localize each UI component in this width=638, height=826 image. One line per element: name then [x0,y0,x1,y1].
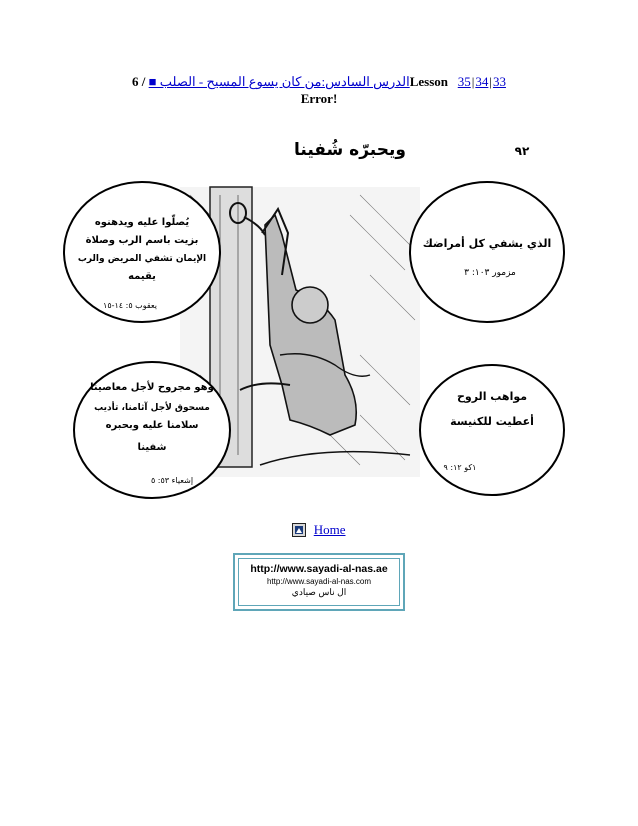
lesson-title-link[interactable]: الدرس السادس:من كان يسوع المسيح - الصلب ■ [148,74,410,89]
lesson-illustration [60,125,572,505]
verse-top-left-line3: الإيمان تشفي المريض والرب [77,254,207,264]
pipe-separator: | [489,74,492,89]
footer-box-inner [238,558,400,606]
page-link-35[interactable]: 35 [457,74,471,89]
verse-bubble-bottom-right [420,365,564,495]
verse-bottom-left-ref: إشعياء ٥٣: ٥ [150,476,194,485]
footer-arabic-name: ال ناس صيادي [291,587,347,597]
illustration-heading: ويحبرّه شُفينا [294,140,406,160]
page-link-34[interactable]: 34 [475,74,489,89]
verse-top-left-line1: يُصلّوا عليه ويدهنوه [94,217,190,228]
verse-top-left-line4: يقيمه [128,271,156,282]
verse-bubble-top-right [410,182,564,322]
footer-url-small[interactable]: http://www.sayadi-al-nas.com [266,577,372,586]
illustration-page-number: ٩٢ [514,144,530,158]
verse-bottom-left-line2: مسحوق لأجل آثامنا، تأديب [94,403,210,413]
home-link[interactable]: Home [313,522,346,538]
error-message: Error! [300,91,338,106]
page-link-33[interactable]: 33 [492,74,506,89]
verse-bottom-left-line1: وهو مجروح لأجل معاصينا [90,382,214,393]
verse-top-left-line2: بزيت باسم الرب وصلاة [85,235,199,246]
footer-box [233,553,405,611]
verse-bottom-right-line1: مواهب الروح [456,390,528,403]
verse-bottom-right-ref: ١كو ١٢: ٩ [443,463,477,472]
pipe-separator: | [471,74,475,89]
nav-separator: / [141,74,146,89]
home-icon[interactable] [292,523,306,537]
verse-top-right-ref: مزمور ١٠٣: ٣ [464,268,516,278]
figure-head [292,287,328,323]
home-row [0,521,638,538]
verse-bottom-right-line2: أعطيت للكنيسة [450,415,534,428]
lesson-code: 6Lesson [132,74,448,89]
footer-url-main[interactable]: http://www.sayadi-al-nas.ae [250,563,388,575]
verse-bottom-left-line4: شفينا [137,442,167,453]
verse-bottom-left-line3: سلامنا عليه وبحبره [105,420,199,431]
lesson-nav [0,74,638,90]
verse-top-left-ref: يعقوب ٥: ١٤-١٥ [103,301,157,310]
verse-top-right-line1: الذي يشفي كل أمراضك [422,237,552,250]
